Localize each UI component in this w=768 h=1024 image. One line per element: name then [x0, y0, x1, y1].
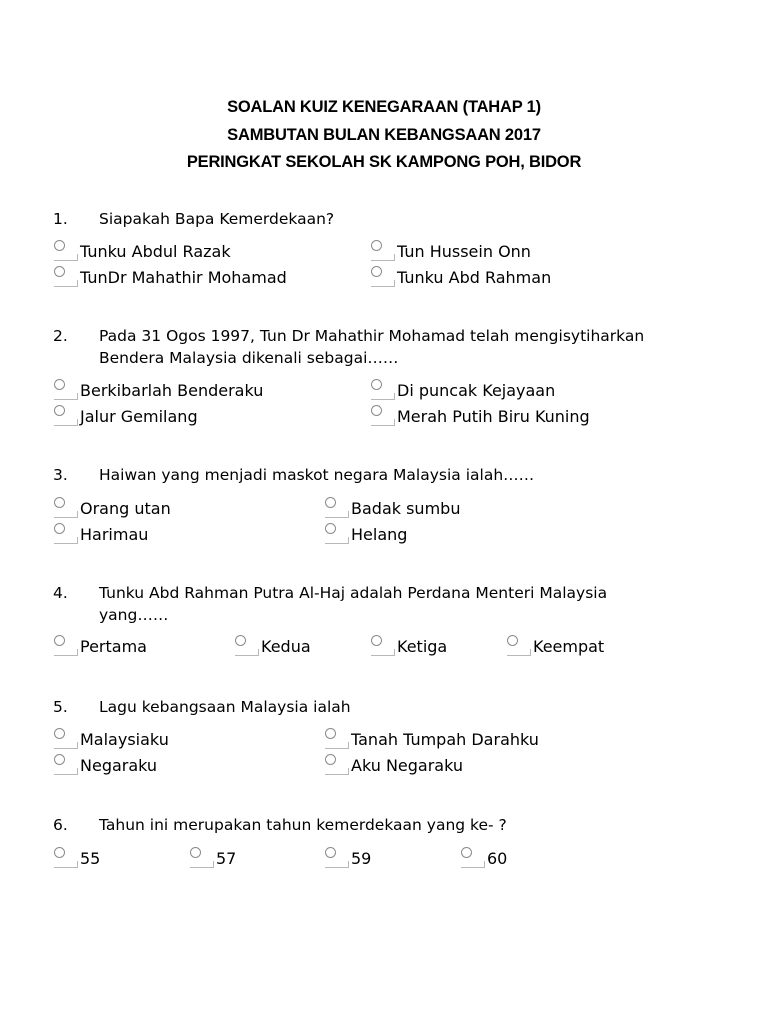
question-text [99, 325, 709, 369]
option-label: 60 [487, 849, 508, 868]
radio-button-icon[interactable] [371, 635, 382, 646]
option-frame [54, 537, 78, 544]
option-label: Helang [351, 525, 408, 544]
radio-button-icon[interactable] [461, 847, 472, 858]
option-frame [54, 511, 78, 518]
option-frame [325, 537, 349, 544]
option-frame [371, 280, 395, 287]
option-frame [235, 649, 259, 656]
option-frame [54, 419, 78, 426]
option-frame [371, 254, 395, 261]
radio-button-icon[interactable] [54, 523, 65, 534]
option-frame [54, 768, 78, 775]
option-label: Tunku Abdul Razak [80, 242, 231, 261]
option-label: Orang utan [80, 499, 171, 518]
option-frame [371, 419, 395, 426]
event-subtitle: SAMBUTAN BULAN KEBANGSAAN 2017 [227, 125, 541, 144]
question-text-line-2: yang…… [99, 606, 169, 624]
option-label: Tanah Tumpah Darahku [351, 730, 539, 749]
option-label: Kedua [261, 637, 311, 656]
option-frame [371, 649, 395, 656]
radio-button-icon[interactable] [54, 728, 65, 739]
radio-button-icon[interactable] [507, 635, 518, 646]
radio-button-icon[interactable] [54, 405, 65, 416]
option-label: Pertama [80, 637, 147, 656]
question-number: 1. [53, 210, 68, 228]
quiz-header [0, 94, 768, 177]
question-text-line-1: Siapakah Bapa Kemerdekaan? [99, 210, 335, 228]
question-number: 4. [53, 584, 68, 602]
radio-button-icon[interactable] [54, 754, 65, 765]
question-text-line-2: Bendera Malaysia dikenali sebagai…… [99, 349, 399, 367]
quiz-title: SOALAN KUIZ KENEGARAAN (TAHAP 1) [227, 98, 541, 116]
radio-button-icon[interactable] [325, 523, 336, 534]
option-frame [461, 861, 485, 868]
question-text [99, 464, 709, 486]
radio-button-icon[interactable] [54, 266, 65, 277]
option-frame [54, 280, 78, 287]
question-text [99, 696, 709, 718]
question-text [99, 814, 709, 836]
option-label: Badak sumbu [351, 499, 461, 518]
option-frame [190, 861, 214, 868]
question-text-line-1: Lagu kebangsaan Malaysia ialah [99, 698, 351, 716]
question-number: 5. [53, 698, 68, 716]
option-frame [54, 393, 78, 400]
option-frame [371, 393, 395, 400]
radio-button-icon[interactable] [325, 847, 336, 858]
option-label: 55 [80, 849, 101, 868]
school-subtitle: PERINGKAT SEKOLAH SK KAMPONG POH, BIDOR [186, 153, 582, 171]
question-number: 3. [53, 466, 68, 484]
radio-button-icon[interactable] [190, 847, 201, 858]
option-frame [507, 649, 531, 656]
option-label: 59 [351, 849, 372, 868]
radio-button-icon[interactable] [325, 728, 336, 739]
question-text [99, 582, 709, 626]
option-frame [54, 861, 78, 868]
question-text-line-1: Pada 31 Ogos 1997, Tun Dr Mahathir Mohamad telah mengisytiharkan [99, 327, 645, 345]
option-frame [54, 649, 78, 656]
option-label: Keempat [533, 637, 605, 656]
question-text [99, 208, 709, 230]
option-frame [54, 742, 78, 749]
option-frame [325, 768, 349, 775]
radio-button-icon[interactable] [54, 847, 65, 858]
radio-button-icon[interactable] [235, 635, 246, 646]
option-label: TunDr Mahathir Mohamad [80, 268, 287, 287]
option-label: Merah Putih Biru Kuning [397, 407, 590, 426]
radio-button-icon[interactable] [54, 240, 65, 251]
option-label: Aku Negaraku [351, 756, 464, 775]
radio-button-icon[interactable] [325, 754, 336, 765]
question-text-line-1: Haiwan yang menjadi maskot negara Malaysia ialah…… [99, 466, 535, 484]
option-label: Jalur Gemilang [80, 407, 198, 426]
question-number: 2. [53, 327, 68, 345]
question-text-line-1: Tunku Abd Rahman Putra Al-Haj adalah Perdana Menteri Malaysia [99, 584, 608, 602]
option-label: 57 [216, 849, 237, 868]
radio-button-icon[interactable] [54, 497, 65, 508]
option-label: Malaysiaku [80, 730, 169, 749]
option-frame [325, 511, 349, 518]
radio-button-icon[interactable] [371, 266, 382, 277]
option-label: Di puncak Kejayaan [397, 381, 556, 400]
radio-button-icon[interactable] [325, 497, 336, 508]
option-label: Berkibarlah Benderaku [80, 381, 264, 400]
option-label: Tunku Abd Rahman [397, 268, 552, 287]
radio-button-icon[interactable] [371, 240, 382, 251]
radio-button-icon[interactable] [371, 405, 382, 416]
question-number: 6. [53, 816, 68, 834]
option-label: Ketiga [397, 637, 448, 656]
radio-button-icon[interactable] [371, 379, 382, 390]
option-label: Harimau [80, 525, 149, 544]
option-label: Negaraku [80, 756, 158, 775]
option-label: Tun Hussein Onn [397, 242, 531, 261]
option-frame [325, 861, 349, 868]
option-frame [325, 742, 349, 749]
radio-button-icon[interactable] [54, 379, 65, 390]
radio-button-icon[interactable] [54, 635, 65, 646]
option-frame [54, 254, 78, 261]
question-text-line-1: Tahun ini merupakan tahun kemerdekaan yang ke- ? [99, 816, 507, 834]
